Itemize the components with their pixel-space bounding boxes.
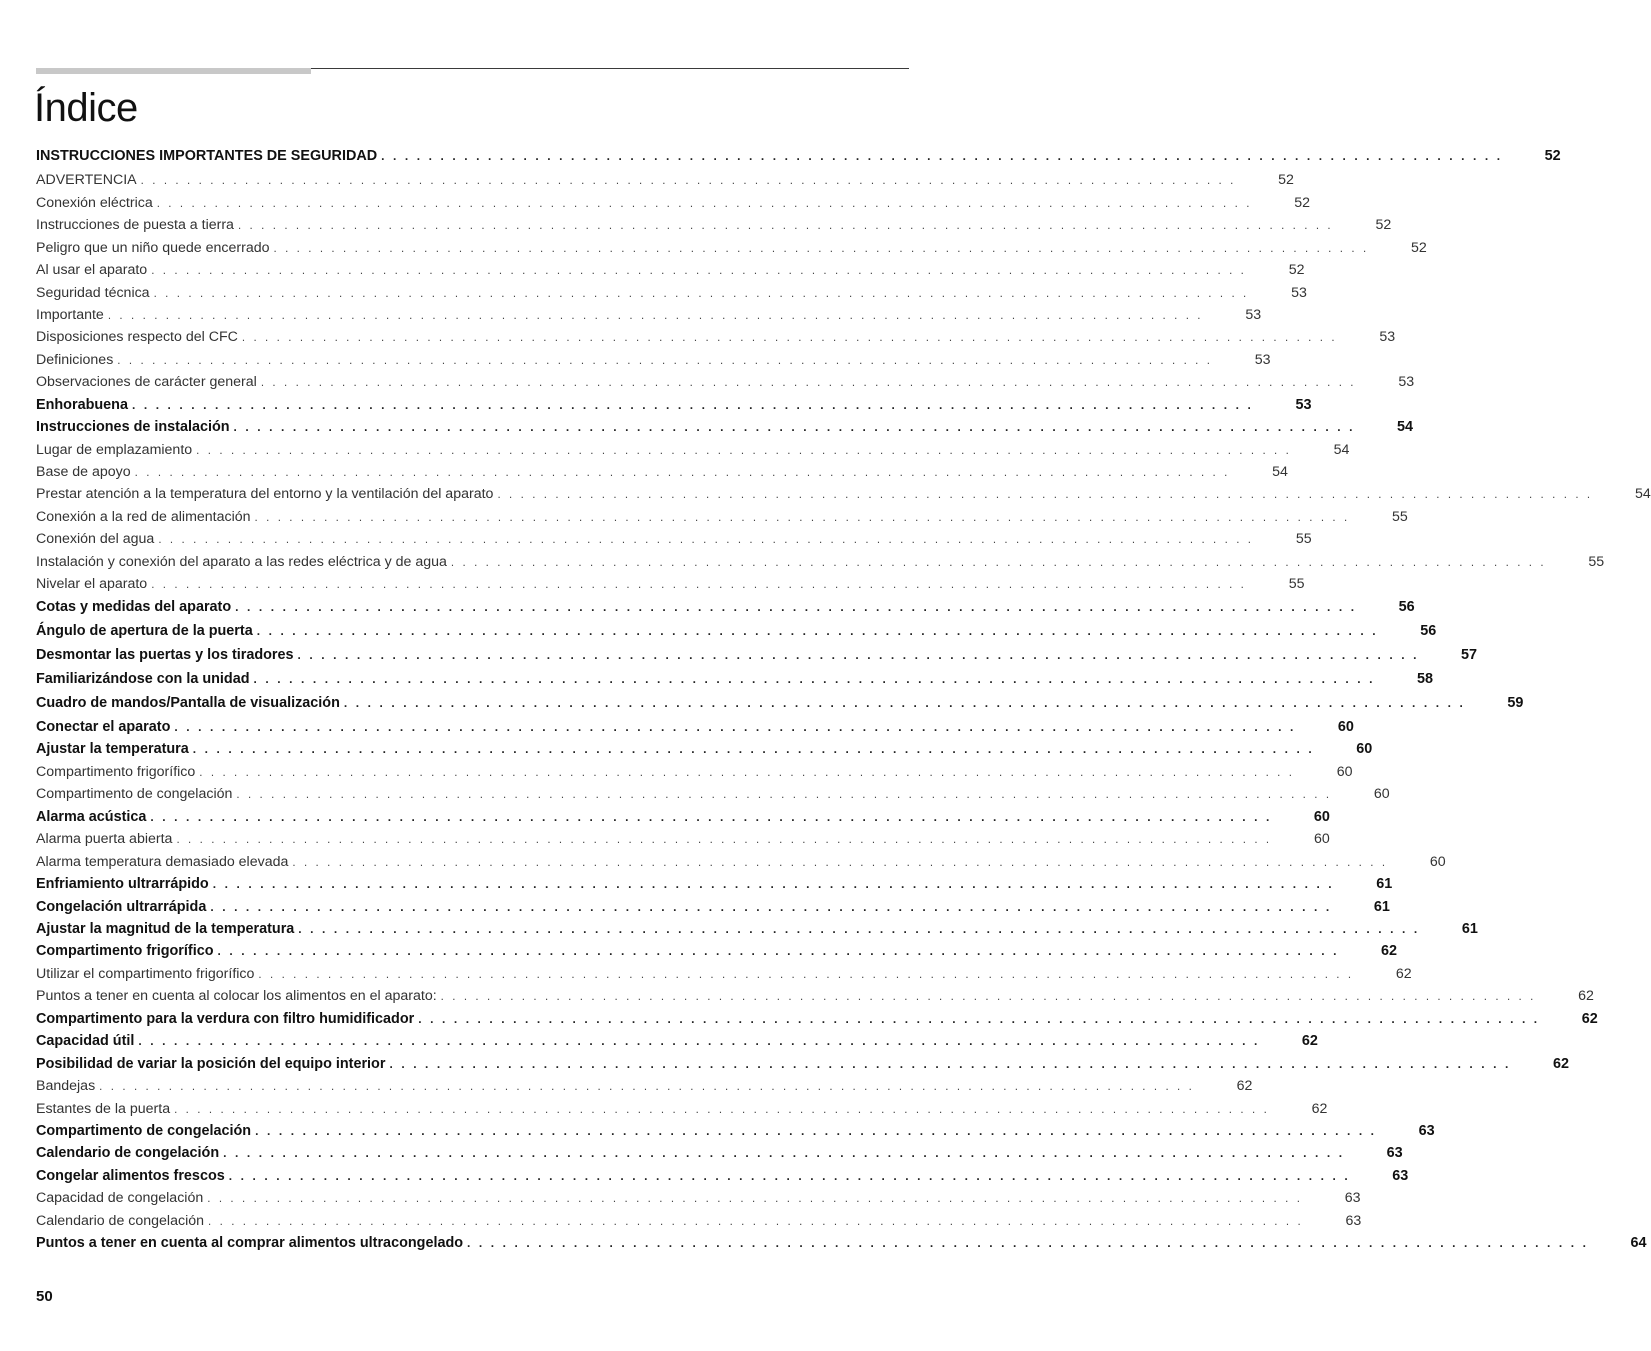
toc-dot-leader: . . . . . . . . . . . . . . . . . . . . . . . . . . . . . . . . . . . . . . . . . . . . . . . . . . . . . . . . . . . . . . . . . . . . . . . . . . . . . . . . . . . . . . . . . . . . . . . — [258, 969, 1354, 981]
toc-dot-leader: . . . . . . . . . . . . . . . . . . . . . . . . . . . . . . . . . . . . . . . . . . . . . . . . . . . . . . . . . . . . . . . . . . . . . . . . . . . . . . . . . . . . . . . . . . . . . . . — [298, 922, 1420, 936]
toc-entry-label: Conexión del agua — [36, 531, 155, 547]
toc-entry-label: Base de apoyo — [36, 464, 131, 480]
toc-entry-page: 54 — [1333, 442, 1350, 458]
toc-entry-page: 55 — [1295, 531, 1312, 547]
toc-dot-leader: . . . . . . . . . . . . . . . . . . . . . . . . . . . . . . . . . . . . . . . . . . . . . . . . . . . . . . . . . . . . . . . . . . . . . . . . . . . . . . . . . . . . . . . . . . . . . . . — [253, 672, 1376, 686]
toc-entry-page: 63 — [1386, 1145, 1403, 1161]
toc-entry[interactable] — [36, 1011, 1598, 1027]
toc-entry-label: Disposiciones respecto del CFC — [36, 329, 238, 345]
page-number: 50 — [36, 1288, 53, 1305]
toc-entry-page: 62 — [1552, 1056, 1569, 1072]
toc-dot-leader: . . . . . . . . . . . . . . . . . . . . . . . . . . . . . . . . . . . . . . . . . . . . . . . . . . . . . . . . . . . . . . . . . . . . . . . . . . . . . . . . . . . . . . . . . . . . . . . — [156, 198, 1252, 210]
toc-entry-page: 61 — [1461, 921, 1478, 937]
toc-dot-leader: . . . . . . . . . . . . . . . . . . . . . . . . . . . . . . . . . . . . . . . . . . . . . . . . . . . . . . . . . . . . . . . . . . . . . . . . . . . . . . . . . . . . . . . . . . . . . . . — [176, 834, 1272, 846]
toc-dot-leader: . . . . . . . . . . . . . . . . . . . . . . . . . . . . . . . . . . . . . . . . . . . . . . . . . . . . . . . . . . . . . . . . . . . . . . . . . . . . . . . . . . . . . . . . . . . . . . . — [199, 767, 1295, 779]
toc-dot-leader: . . . . . . . . . . . . . . . . . . . . . . . . . . . . . . . . . . . . . . . . . . . . . . . . . . . . . . . . . . . . . . . . . . . . . . . . . . . . . . . . . . . . . . . . . . . . . . . — [418, 1012, 1540, 1026]
toc-entry-label: Ajustar la temperatura — [36, 741, 189, 757]
toc-entry-page: 53 — [1295, 397, 1312, 413]
toc-dot-leader: . . . . . . . . . . . . . . . . . . . . . . . . . . . . . . . . . . . . . . . . . . . . . . . . . . . . . . . . . . . . . . . . . . . . . . . . . . . . . . . . . . . . . . . . . . . . . . . — [450, 557, 1547, 569]
toc-entry[interactable] — [36, 809, 1330, 825]
toc-entry-label: Peligro que un niño quede encerrado — [36, 240, 270, 256]
toc-entry-label: Puntos a tener en cuenta al colocar los alimentos en el aparato: — [36, 988, 437, 1004]
toc-dot-leader: . . . . . . . . . . . . . . . . . . . . . . . . . . . . . . . . . . . . . . . . . . . . . . . . . . . . . . . . . . . . . . . . . . . . . . . . . . . . . . . . . . . . . . . . . . . . . . . — [273, 243, 1369, 255]
toc-dot-leader: . . . . . . . . . . . . . . . . . . . . . . . . . . . . . . . . . . . . . . . . . . . . . . . . . . . . . . . . . . . . . . . . . . . . . . . . . . . . . . . . . . . . . . . . . . . . . . . — [440, 991, 1536, 1003]
toc-entry-page: 63 — [1392, 1168, 1409, 1184]
toc-entry[interactable] — [36, 988, 1594, 1004]
toc-entry-label: Instrucciones de puesta a tierra — [36, 217, 234, 233]
toc-entry[interactable] — [36, 1213, 1362, 1229]
toc-entry-label: Instalación y conexión del aparato a las redes eléctrica y de agua — [36, 554, 447, 570]
toc-dot-leader: . . . . . . . . . . . . . . . . . . . . . . . . . . . . . . . . . . . . . . . . . . . . . . . . . . . . . . . . . . . . . . . . . . . . . . . . . . . . . . . . . . . . . . . . . . . . . . . — [255, 1124, 1377, 1138]
toc-entry-page: 60 — [1313, 831, 1330, 847]
toc-entry[interactable] — [36, 509, 1408, 525]
toc-dot-leader: . . . . . . . . . . . . . . . . . . . . . . . . . . . . . . . . . . . . . . . . . . . . . . . . . . . . . . . . . . . . . . . . . . . . . . . . . . . . . . . . . . . . . . . . . . . . . . . — [241, 332, 1338, 344]
toc-entry-label: ADVERTENCIA — [36, 172, 137, 188]
toc-dot-leader: . . . . . . . . . . . . . . . . . . . . . . . . . . . . . . . . . . . . . . . . . . . . . . . . . . . . . . . . . . . . . . . . . . . . . . . . . . . . . . . . . . . . . . . . . . . . . . . — [497, 489, 1593, 501]
toc-entry[interactable] — [36, 217, 1392, 233]
toc-entry-label: Compartimento de congelación — [36, 786, 233, 802]
toc-entry-label: Instrucciones de instalación — [36, 419, 230, 435]
toc-entry[interactable] — [36, 647, 1478, 663]
toc-entry-page: 62 — [1381, 943, 1398, 959]
toc-entry[interactable] — [36, 741, 1373, 757]
page-title: Índice — [34, 86, 138, 130]
toc-entry-page: 62 — [1395, 966, 1412, 982]
toc-dot-leader: . . . . . . . . . . . . . . . . . . . . . . . . . . . . . . . . . . . . . . . . . . . . . . . . . . . . . . . . . . . . . . . . . . . . . . . . . . . . . . . . . . . . . . . . . . . . . . . — [381, 149, 1503, 163]
toc-entry[interactable] — [36, 374, 1415, 390]
toc-entry-label: Posibilidad de variar la posición del equipo interior — [36, 1056, 386, 1072]
toc-dot-leader: . . . . . . . . . . . . . . . . . . . . . . . . . . . . . . . . . . . . . . . . . . . . . . . . . . . . . . . . . . . . . . . . . . . . . . . . . . . . . . . . . . . . . . . . . . . . . . . — [223, 1146, 1345, 1160]
toc-entry-page: 62 — [1301, 1033, 1318, 1049]
toc-entry-page: 60 — [1429, 854, 1446, 870]
toc-dot-leader: . . . . . . . . . . . . . . . . . . . . . . . . . . . . . . . . . . . . . . . . . . . . . . . . . . . . . . . . . . . . . . . . . . . . . . . . . . . . . . . . . . . . . . . . . . . . . . . — [174, 720, 1296, 734]
toc-entry-label: Utilizar el compartimento frigorífico — [36, 966, 255, 982]
toc-entry[interactable] — [36, 1056, 1569, 1072]
toc-entry[interactable] — [36, 1235, 1647, 1251]
toc-entry[interactable] — [36, 671, 1434, 687]
toc-dot-leader: . . . . . . . . . . . . . . . . . . . . . . . . . . . . . . . . . . . . . . . . . . . . . . . . . . . . . . . . . . . . . . . . . . . . . . . . . . . . . . . . . . . . . . . . . . . . . . . — [99, 1081, 1195, 1093]
toc-entry-page: 54 — [1634, 486, 1651, 502]
toc-entry[interactable] — [36, 921, 1478, 937]
toc-entry-page: 55 — [1588, 554, 1605, 570]
toc-dot-leader: . . . . . . . . . . . . . . . . . . . . . . . . . . . . . . . . . . . . . . . . . . . . . . . . . . . . . . . . . . . . . . . . . . . . . . . . . . . . . . . . . . . . . . . . . . . . . . . — [192, 742, 1315, 756]
toc-dot-leader: . . . . . . . . . . . . . . . . . . . . . . . . . . . . . . . . . . . . . . . . . . . . . . . . . . . . . . . . . . . . . . . . . . . . . . . . . . . . . . . . . . . . . . . . . . . . . . . — [297, 648, 1420, 662]
toc-entry-page: 52 — [1544, 148, 1561, 164]
toc-dot-leader: . . . . . . . . . . . . . . . . . . . . . . . . . . . . . . . . . . . . . . . . . . . . . . . . . . . . . . . . . . . . . . . . . . . . . . . . . . . . . . . . . . . . . . . . . . . . . . . — [150, 810, 1272, 824]
toc-entry[interactable] — [36, 486, 1651, 502]
toc-dot-leader: . . . . . . . . . . . . . . . . . . . . . . . . . . . . . . . . . . . . . . . . . . . . . . . . . . . . . . . . . . . . . . . . . . . . . . . . . . . . . . . . . . . . . . . . . . . . . . . — [107, 310, 1204, 322]
toc-entry[interactable] — [36, 831, 1330, 847]
toc-entry-page: 52 — [1288, 262, 1305, 278]
toc-entry[interactable] — [36, 576, 1305, 592]
toc-entry[interactable] — [36, 1101, 1328, 1117]
toc-entry[interactable] — [36, 442, 1350, 458]
toc-entry-label: Enfriamiento ultrarrápido — [36, 876, 209, 892]
toc-entry-page: 53 — [1254, 352, 1271, 368]
toc-entry-page: 56 — [1420, 623, 1437, 639]
toc-entry[interactable] — [36, 307, 1262, 323]
toc-dot-leader: . . . . . . . . . . . . . . . . . . . . . . . . . . . . . . . . . . . . . . . . . . . . . . . . . . . . . . . . . . . . . . . . . . . . . . . . . . . . . . . . . . . . . . . . . . . . . . . — [236, 789, 1332, 801]
toc-entry-label: Compartimento frigorífico — [36, 943, 214, 959]
toc-entry-label: Lugar de emplazamiento — [36, 442, 193, 458]
toc-dot-leader: . . . . . . . . . . . . . . . . . . . . . . . . . . . . . . . . . . . . . . . . . . . . . . . . . . . . . . . . . . . . . . . . . . . . . . . . . . . . . . . . . . . . . . . . . . . . . . . — [174, 1104, 1270, 1116]
toc-entry-label: Congelación ultrarrápida — [36, 899, 207, 915]
toc-entry-label: Conectar el aparato — [36, 719, 171, 735]
toc-entry[interactable] — [36, 1190, 1361, 1206]
toc-entry-page: 62 — [1578, 988, 1594, 1004]
toc-entry-label: Compartimento para la verdura con filtro humidificador — [36, 1011, 415, 1027]
toc-entry[interactable] — [36, 943, 1398, 959]
toc-entry-label: Capacidad de congelación — [36, 1190, 204, 1206]
toc-entry[interactable] — [36, 554, 1605, 570]
toc-entry[interactable] — [36, 623, 1437, 639]
toc-entry-page: 55 — [1288, 576, 1305, 592]
toc-dot-leader: . . . . . . . . . . . . . . . . . . . . . . . . . . . . . . . . . . . . . . . . . . . . . . . . . . . . . . . . . . . . . . . . . . . . . . . . . . . . . . . . . . . . . . . . . . . . . . . — [207, 1193, 1303, 1205]
toc-entry[interactable] — [36, 854, 1446, 870]
toc-entry-label: Importante — [36, 307, 104, 323]
toc-entry[interactable] — [36, 285, 1307, 301]
toc-dot-leader: . . . . . . . . . . . . . . . . . . . . . . . . . . . . . . . . . . . . . . . . . . . . . . . . . . . . . . . . . . . . . . . . . . . . . . . . . . . . . . . . . . . . . . . . . . . . . . . — [467, 1236, 1589, 1250]
toc-entry-page: 54 — [1272, 464, 1288, 480]
toc-entry[interactable] — [36, 148, 1561, 164]
toc-entry-label: INSTRUCCIONES IMPORTANTES DE SEGURIDAD — [36, 148, 378, 164]
toc-entry-page: 60 — [1336, 764, 1353, 780]
toc-entry[interactable] — [36, 352, 1271, 368]
toc-entry-label: Estantes de la puerta — [36, 1101, 171, 1117]
toc-entry-page: 64 — [1630, 1235, 1647, 1251]
toc-dot-leader: . . . . . . . . . . . . . . . . . . . . . . . . . . . . . . . . . . . . . . . . . . . . . . . . . . . . . . . . . . . . . . . . . . . . . . . . . . . . . . . . . . . . . . . . . . . . . . . — [151, 579, 1247, 591]
toc-entry-label: Alarma acústica — [36, 809, 147, 825]
toc-dot-leader: . . . . . . . . . . . . . . . . . . . . . . . . . . . . . . . . . . . . . . . . . . . . . . . . . . . . . . . . . . . . . . . . . . . . . . . . . . . . . . . . . . . . . . . . . . . . . . . — [235, 600, 1357, 614]
toc-dot-leader: . . . . . . . . . . . . . . . . . . . . . . . . . . . . . . . . . . . . . . . . . . . . . . . . . . . . . . . . . . . . . . . . . . . . . . . . . . . . . . . . . . . . . . . . . . . . . . . — [196, 445, 1292, 457]
toc-entry-page: 60 — [1373, 786, 1390, 802]
toc-entry-label: Desmontar las puertas y los tiradores — [36, 647, 294, 663]
toc-entry-label: Prestar atención a la temperatura del entorno y la ventilación del aparato — [36, 486, 494, 502]
toc-dot-leader: . . . . . . . . . . . . . . . . . . . . . . . . . . . . . . . . . . . . . . . . . . . . . . . . . . . . . . . . . . . . . . . . . . . . . . . . . . . . . . . . . . . . . . . . . . . . . . . — [117, 355, 1213, 367]
toc-entry-label: Cotas y medidas del aparato — [36, 599, 232, 615]
toc-entry[interactable] — [36, 397, 1312, 413]
toc-entry-label: Compartimento de congelación — [36, 1123, 252, 1139]
toc-entry-label: Puntos a tener en cuenta al comprar alimentos ultracongelado — [36, 1235, 464, 1251]
toc-entry-label: Compartimento frigorífico — [36, 764, 196, 780]
toc-entry-page: 57 — [1461, 647, 1478, 663]
toc-entry[interactable] — [36, 240, 1427, 256]
toc-entry-label: Conexión eléctrica — [36, 195, 153, 211]
toc-entry[interactable] — [36, 1168, 1409, 1184]
toc-dot-leader: . . . . . . . . . . . . . . . . . . . . . . . . . . . . . . . . . . . . . . . . . . . . . . . . . . . . . . . . . . . . . . . . . . . . . . . . . . . . . . . . . . . . . . . . . . . . . . . — [256, 624, 1379, 638]
toc-entry-page: 60 — [1337, 719, 1354, 735]
toc-dot-leader: . . . . . . . . . . . . . . . . . . . . . . . . . . . . . . . . . . . . . . . . . . . . . . . . . . . . . . . . . . . . . . . . . . . . . . . . . . . . . . . . . . . . . . . . . . . . . . . — [151, 265, 1247, 277]
toc-entry-page: 53 — [1379, 329, 1396, 345]
toc-entry[interactable] — [36, 1145, 1403, 1161]
toc-dot-leader: . . . . . . . . . . . . . . . . . . . . . . . . . . . . . . . . . . . . . . . . . . . . . . . . . . . . . . . . . . . . . . . . . . . . . . . . . . . . . . . . . . . . . . . . . . . . . . . — [237, 220, 1334, 232]
toc-entry-page: 62 — [1236, 1078, 1253, 1094]
toc-entry[interactable] — [36, 329, 1396, 345]
header-rule-thick — [36, 68, 311, 74]
toc-entry-page: 52 — [1375, 217, 1392, 233]
toc-entry-label: Bandejas — [36, 1078, 96, 1094]
toc-entry-page: 63 — [1344, 1190, 1361, 1206]
toc-entry[interactable] — [36, 719, 1354, 735]
toc-dot-leader: . . . . . . . . . . . . . . . . . . . . . . . . . . . . . . . . . . . . . . . . . . . . . . . . . . . . . . . . . . . . . . . . . . . . . . . . . . . . . . . . . . . . . . . . . . . . . . . — [260, 377, 1357, 389]
toc-entry-page: 60 — [1356, 741, 1373, 757]
toc-dot-leader: . . . . . . . . . . . . . . . . . . . . . . . . . . . . . . . . . . . . . . . . . . . . . . . . . . . . . . . . . . . . . . . . . . . . . . . . . . . . . . . . . . . . . . . . . . . . . . . — [210, 900, 1332, 914]
toc-dot-leader: . . . . . . . . . . . . . . . . . . . . . . . . . . . . . . . . . . . . . . . . . . . . . . . . . . . . . . . . . . . . . . . . . . . . . . . . . . . . . . . . . . . . . . . . . . . . . . . — [228, 1169, 1351, 1183]
toc-entry[interactable] — [36, 172, 1294, 188]
toc-entry-page: 53 — [1398, 374, 1415, 390]
toc-dot-leader: . . . . . . . . . . . . . . . . . . . . . . . . . . . . . . . . . . . . . . . . . . . . . . . . . . . . . . . . . . . . . . . . . . . . . . . . . . . . . . . . . . . . . . . . . . . . . . . — [153, 288, 1249, 300]
toc-entry[interactable] — [36, 876, 1393, 892]
toc-entry[interactable] — [36, 1078, 1253, 1094]
toc-entry-page: 59 — [1507, 695, 1524, 711]
toc-entry-label: Cuadro de mandos/Pantalla de visualización — [36, 695, 340, 711]
toc-entry-label: Calendario de congelación — [36, 1145, 220, 1161]
toc-entry-label: Congelar alimentos frescos — [36, 1168, 225, 1184]
toc-dot-leader: . . . . . . . . . . . . . . . . . . . . . . . . . . . . . . . . . . . . . . . . . . . . . . . . . . . . . . . . . . . . . . . . . . . . . . . . . . . . . . . . . . . . . . . . . . . . . . . — [217, 944, 1340, 958]
toc-entry-page: 60 — [1313, 809, 1330, 825]
toc-entry[interactable] — [36, 786, 1390, 802]
toc-entry-label: Familiarizándose con la unidad — [36, 671, 250, 687]
toc-entry-page: 53 — [1245, 307, 1262, 323]
toc-dot-leader: . . . . . . . . . . . . . . . . . . . . . . . . . . . . . . . . . . . . . . . . . . . . . . . . . . . . . . . . . . . . . . . . . . . . . . . . . . . . . . . . . . . . . . . . . . . . . . . — [212, 877, 1335, 891]
toc-entry[interactable] — [36, 1033, 1318, 1049]
toc-dot-leader: . . . . . . . . . . . . . . . . . . . . . . . . . . . . . . . . . . . . . . . . . . . . . . . . . . . . . . . . . . . . . . . . . . . . . . . . . . . . . . . . . . . . . . . . . . . . . . . — [134, 467, 1230, 479]
toc-entry-page: 52 — [1294, 195, 1310, 211]
toc-entry-label: Capacidad útil — [36, 1033, 135, 1049]
toc-entry[interactable] — [36, 419, 1414, 435]
toc-entry-page: 61 — [1373, 899, 1390, 915]
toc-entry[interactable] — [36, 695, 1524, 711]
toc-entry-label: Enhorabuena — [36, 397, 128, 413]
toc-entry-label: Al usar el aparato — [36, 262, 148, 278]
toc-entry-page: 63 — [1418, 1123, 1435, 1139]
toc-entry-page: 58 — [1417, 671, 1434, 687]
toc-entry-label: Conexión a la red de alimentación — [36, 509, 251, 525]
toc-entry-page: 62 — [1581, 1011, 1598, 1027]
toc-entry-label: Ángulo de apertura de la puerta — [36, 623, 253, 639]
toc-entry[interactable] — [36, 899, 1390, 915]
toc-dot-leader: . . . . . . . . . . . . . . . . . . . . . . . . . . . . . . . . . . . . . . . . . . . . . . . . . . . . . . . . . . . . . . . . . . . . . . . . . . . . . . . . . . . . . . . . . . . . . . . — [389, 1057, 1511, 1071]
toc-entry-page: 62 — [1311, 1101, 1328, 1117]
toc-entry-label: Alarma temperatura demasiado elevada — [36, 854, 289, 870]
toc-entry-label: Observaciones de carácter general — [36, 374, 257, 390]
toc-entry[interactable] — [36, 764, 1353, 780]
toc-entry-page: 54 — [1397, 419, 1414, 435]
toc-dot-leader: . . . . . . . . . . . . . . . . . . . . . . . . . . . . . . . . . . . . . . . . . . . . . . . . . . . . . . . . . . . . . . . . . . . . . . . . . . . . . . . . . . . . . . . . . . . . . . . — [140, 175, 1236, 187]
toc-entry[interactable] — [36, 531, 1312, 547]
toc-dot-leader: . . . . . . . . . . . . . . . . . . . . . . . . . . . . . . . . . . . . . . . . . . . . . . . . . . . . . . . . . . . . . . . . . . . . . . . . . . . . . . . . . . . . . . . . . . . . . . . — [233, 420, 1356, 434]
toc-entry[interactable] — [36, 195, 1310, 211]
toc-dot-leader: . . . . . . . . . . . . . . . . . . . . . . . . . . . . . . . . . . . . . . . . . . . . . . . . . . . . . . . . . . . . . . . . . . . . . . . . . . . . . . . . . . . . . . . . . . . . . . . — [292, 857, 1388, 869]
toc-dot-leader: . . . . . . . . . . . . . . . . . . . . . . . . . . . . . . . . . . . . . . . . . . . . . . . . . . . . . . . . . . . . . . . . . . . . . . . . . . . . . . . . . . . . . . . . . . . . . . . — [343, 696, 1466, 710]
toc-entry[interactable] — [36, 599, 1415, 615]
toc-entry-page: 61 — [1376, 876, 1393, 892]
toc-entry-page: 52 — [1410, 240, 1427, 256]
toc-entry[interactable] — [36, 966, 1412, 982]
toc-entry-page: 63 — [1345, 1213, 1362, 1229]
toc-entry-page: 53 — [1291, 285, 1307, 301]
toc-entry-page: 55 — [1392, 509, 1408, 525]
toc-dot-leader: . . . . . . . . . . . . . . . . . . . . . . . . . . . . . . . . . . . . . . . . . . . . . . . . . . . . . . . . . . . . . . . . . . . . . . . . . . . . . . . . . . . . . . . . . . . . . . . — [254, 512, 1350, 524]
toc-entry-page: 52 — [1278, 172, 1294, 188]
toc-entry-label: Alarma puerta abierta — [36, 831, 173, 847]
toc-entry[interactable] — [36, 464, 1288, 480]
toc-entry-page: 56 — [1398, 599, 1415, 615]
toc-entry-label: Definiciones — [36, 352, 114, 368]
toc-entry-label: Nivelar el aparato — [36, 576, 148, 592]
toc-dot-leader: . . . . . . . . . . . . . . . . . . . . . . . . . . . . . . . . . . . . . . . . . . . . . . . . . . . . . . . . . . . . . . . . . . . . . . . . . . . . . . . . . . . . . . . . . . . . . . . — [131, 398, 1254, 412]
toc-entry-label: Ajustar la magnitud de la temperatura — [36, 921, 295, 937]
toc-dot-leader: . . . . . . . . . . . . . . . . . . . . . . . . . . . . . . . . . . . . . . . . . . . . . . . . . . . . . . . . . . . . . . . . . . . . . . . . . . . . . . . . . . . . . . . . . . . . . . . — [138, 1034, 1260, 1048]
toc-entry-label: Calendario de congelación — [36, 1213, 205, 1229]
toc-dot-leader: . . . . . . . . . . . . . . . . . . . . . . . . . . . . . . . . . . . . . . . . . . . . . . . . . . . . . . . . . . . . . . . . . . . . . . . . . . . . . . . . . . . . . . . . . . . . . . . — [208, 1216, 1304, 1228]
toc-entry[interactable] — [36, 1123, 1435, 1139]
toc-entry-label: Seguridad técnica — [36, 285, 150, 301]
toc-dot-leader: . . . . . . . . . . . . . . . . . . . . . . . . . . . . . . . . . . . . . . . . . . . . . . . . . . . . . . . . . . . . . . . . . . . . . . . . . . . . . . . . . . . . . . . . . . . . . . . — [158, 534, 1254, 546]
toc-entry[interactable] — [36, 262, 1305, 278]
header-rule-thin — [311, 68, 909, 69]
